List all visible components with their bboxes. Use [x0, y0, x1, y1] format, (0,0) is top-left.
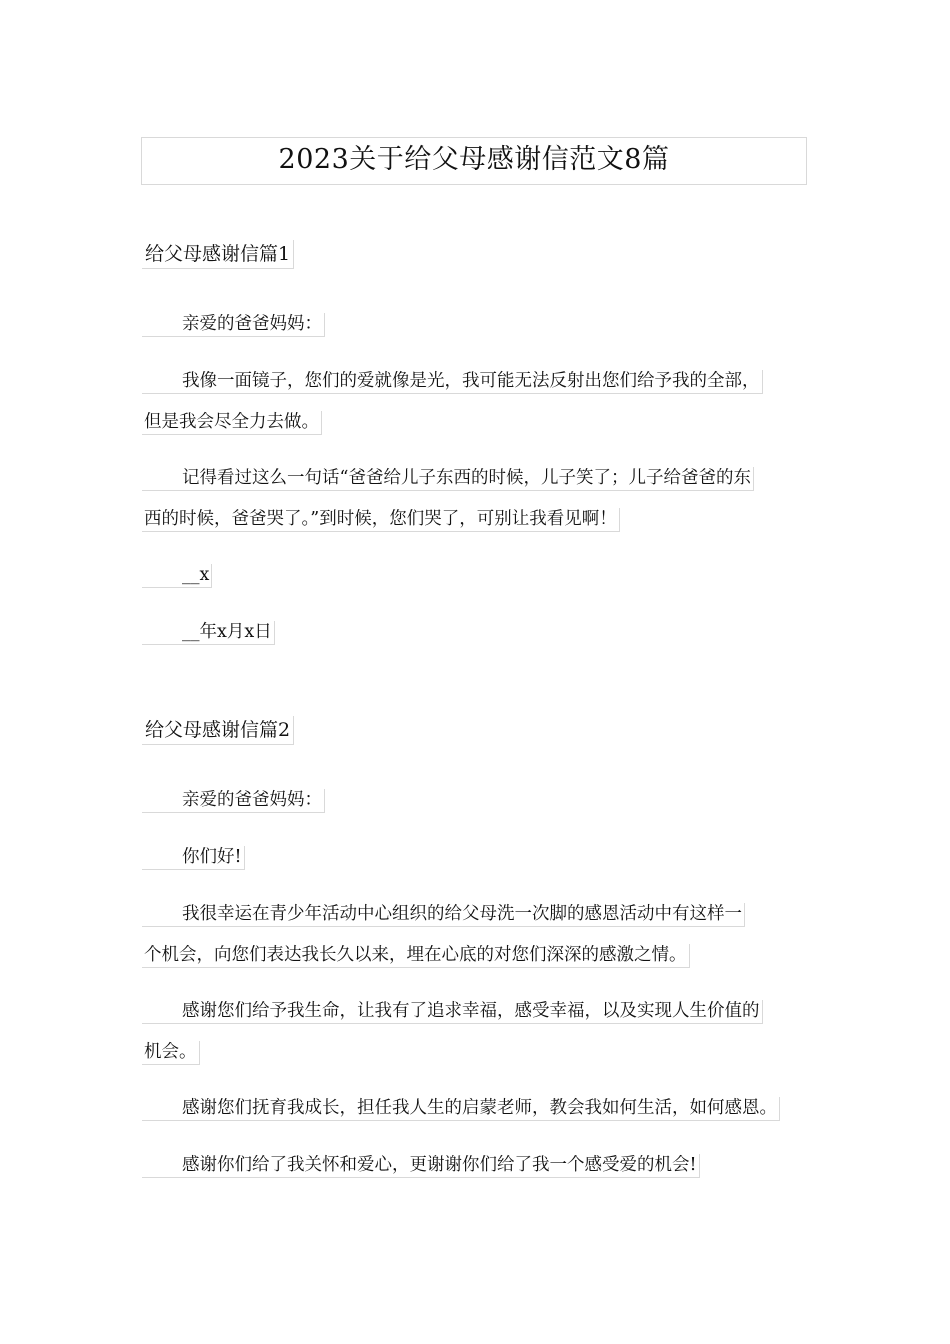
paragraph-mirror [142, 370, 808, 435]
document-title: 2023关于给父母感谢信范文8篇 [141, 137, 807, 185]
signature-line [142, 564, 808, 588]
paragraph-line: 你们好! [142, 846, 245, 870]
paragraph-line: 我很幸运在青少年活动中心组织的给父母洗一次脚的感恩活动中有这样一 [142, 903, 745, 927]
paragraph-thanks-care [142, 1154, 808, 1178]
paragraph-line: __x [142, 564, 212, 588]
paragraph-line: 我像一面镜子，您们的爱就像是光，我可能无法反射出您们给予我的全部， [142, 370, 763, 394]
paragraph-quote [142, 467, 808, 532]
paragraph-line: 亲爱的爸爸妈妈： [142, 789, 325, 813]
section-heading-1: 给父母感谢信篇1 [142, 240, 294, 269]
paragraph-thanks-raising [142, 1097, 808, 1121]
paragraph-line: 个机会，向您们表达我长久以来，埋在心底的对您们深深的感激之情。 [142, 944, 690, 968]
paragraph-line: 感谢你们给了我关怀和爱心，更谢谢你们给了我一个感受爱的机会! [142, 1154, 700, 1178]
paragraph-greeting-2 [142, 789, 808, 813]
section-heading-2: 给父母感谢信篇2 [142, 716, 294, 745]
paragraph-line: 机会。 [142, 1041, 200, 1065]
paragraph-line: 感谢您们抚育我成长，担任我人生的启蒙老师，教会我如何生活，如何感恩。 [142, 1097, 780, 1121]
paragraph-hello [142, 846, 808, 870]
paragraph-lucky [142, 903, 808, 968]
paragraph-line: 记得看过这么一句话“爸爸给儿子东西的时候，儿子笑了；儿子给爸爸的东 [142, 467, 754, 491]
paragraph-greeting-1 [142, 313, 808, 337]
paragraph-line: 西的时候，爸爸哭了。”到时候，您们哭了，可别让我看见啊！ [142, 508, 620, 532]
date-line [142, 621, 808, 645]
paragraph-line: 但是我会尽全力去做。 [142, 411, 322, 435]
paragraph-line: 感谢您们给予我生命，让我有了追求幸福，感受幸福，以及实现人生价值的 [142, 1000, 763, 1024]
paragraph-line: 亲爱的爸爸妈妈： [142, 313, 325, 337]
paragraph-line: __年x月x日 [142, 621, 275, 645]
paragraph-thanks-life [142, 1000, 808, 1065]
